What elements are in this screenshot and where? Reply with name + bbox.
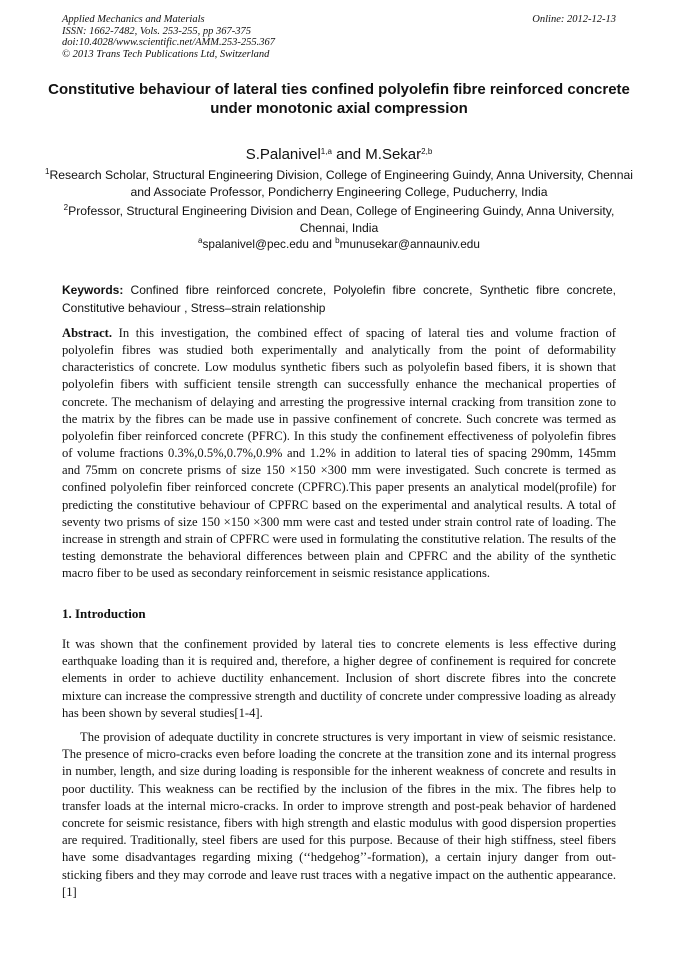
author-and: and (331, 146, 366, 163)
author-2-sup: 2,b (421, 147, 433, 156)
intro-paragraph-1: It was shown that the confinement provided by lateral ties to concrete elements is less effective during earthquake loading than it is required and, therefore, a higher degree of confinement is required for concrete elements in order to achieve ductility enhancement. Inclusion of short discrete fibres into the concrete mixture can increase the compressive strength and ductility of concrete under compressive loading as already has been shown by several studies[1-4]. (62, 637, 616, 720)
email-a[interactable]: spalanivel@pec.edu (202, 237, 309, 251)
abstract (62, 325, 616, 582)
affiliation-2-sup: 2 (63, 203, 69, 212)
abstract-label: Abstract. (62, 326, 113, 340)
email-b[interactable]: munusekar@annauniv.edu (339, 237, 480, 251)
section-heading-introduction: 1. Introduction (62, 606, 146, 621)
author-1-sup: 1,a (320, 147, 332, 156)
keywords (62, 282, 616, 317)
email-and: and (308, 237, 336, 251)
intro-paragraph-2: The provision of adequate ductility in concrete structures is very important in view of seismic resistance. The presence of micro-cracks even before loading the concrete at the transition zone and its internal progress in number, length, and size during loading is responsible for the inherent weakness of concrete and results in poor ductility. This weakness can be rectified by the inclusion of the fibres in the mix. The fibres help to transfer loads at the internal micro-cracks. In order to improve strength and post-peak behavior of hardened concrete for seismic resistance, fibers with high strength and elastic modulus with good dispersion properties are required. Traditionally, steel fibers are used for this purpose. Because of their high stiffness, steel fibers have some disadvantages regarding mixing (‘‘hedgehog’’-formation), a certain injury danger from out-sticking fibers and they may corrode and leave rust traces with a negative impact on the authentic appearance.[1] (62, 730, 616, 899)
keywords-text: Confined fibre reinforced concrete, Polyolefin fibre concrete, Synthetic fibre concrete, Constitutive behaviour , Stress–strain relationship (62, 283, 616, 315)
issn-line: ISSN: 1662-7482, Vols. 253-255, pp 367-375 (62, 25, 251, 37)
email-a-sup: a (198, 236, 203, 245)
doi-line: doi:10.4028/www.scientific.net/AMM.253-255.367 (62, 37, 275, 49)
journal-name: Applied Mechanics and Materials (62, 14, 205, 25)
journal-header (62, 14, 616, 60)
author-2: M.Sekar (365, 146, 422, 163)
author-1: S.Palanivel (245, 146, 321, 163)
email-b-sup: b (335, 236, 340, 245)
affiliation-2-text: Professor, Structural Engineering Division and Dean, College of Engineering Guindy, Anna University, Chennai, India (68, 204, 615, 235)
online-date: Online: 2012-12-13 (532, 14, 616, 25)
keywords-label: Keywords: (62, 283, 124, 297)
affiliation-1-sup: 1 (45, 167, 50, 176)
copyright-line: © 2013 Trans Tech Publications Ltd, Switzerland (62, 48, 270, 60)
affiliation-1-text: Research Scholar, Structural Engineering Division, College of Engineering Guindy, Anna University, Chennai and Associate Professor, Pondicherry Engineering College, Puducherry, India (49, 168, 633, 199)
author-line (40, 146, 638, 164)
abstract-text: In this investigation, the combined effect of spacing of lateral ties and volume fraction of polyolefin fibres was studied both experimentally and analytically from the point of deformability characteristics of concrete. Low modulus synthetic fibers such as polyolefin based fibers, it is shown that polyolefin fibers with sufficient tensile strength can successfully enhance the mechanical properties of concrete. The mechanism of delaying and arresting the progressive internal cracking from transition zone to the matrix by the fibres can be made use in passive confinement of concrete. Such concrete was termed as polyolefin fiber reinforced concrete (PFRC). In this study the confinement effectiveness of polyolefin fibres of volume fractions 0.3%,0.5%,0.7%,0.9% and 1.2% in addition to lateral ties of spacing 290mm, 145mm and 75mm on concrete prisms of size 150 ×150 ×300 mm were investigated. Such concrete is termed as confined polyolefin fiber reinforced concrete (CPFRC).This paper presents an analytical model(profile) for predicting the constitutive behaviour of CPFRC based on the experimental and analytical results. A total of seventy two prisms of size 150 ×150 ×300 mm were cast and tested under strain control rate of loading. The increase in strength and strain of CPFRC were used in formulating the constitutive relation. The results of the testing demonstrate the behavioral differences between plain and CPFRC and the ability of the synthetic macro fiber to be used as secondary reinforcement in seismic resistance applications. (62, 326, 616, 581)
paper-title: Constitutive behaviour of lateral ties confined polyolefin fibre reinforced concrete under monotonic axial compression (48, 81, 630, 117)
email-line (40, 237, 638, 252)
affiliation-1 (40, 167, 638, 201)
affiliation-2 (40, 203, 638, 237)
